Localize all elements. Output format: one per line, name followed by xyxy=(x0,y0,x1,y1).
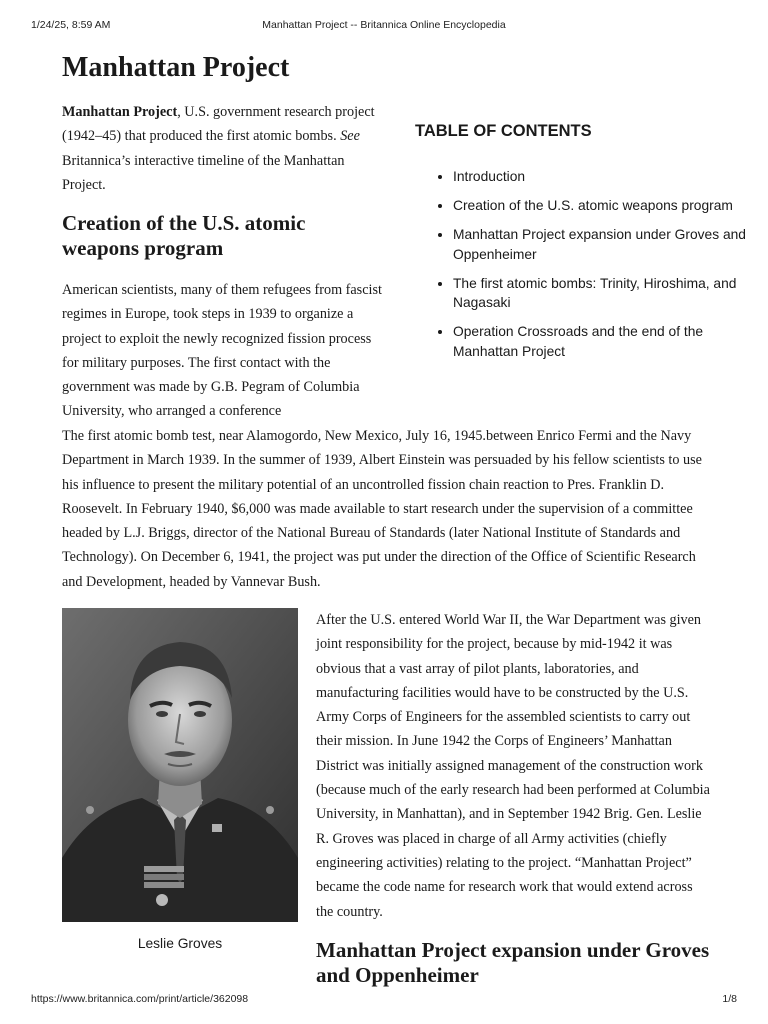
toc-item-expansion[interactable]: Manhattan Project expansion under Groves and Oppenheimer xyxy=(453,227,746,262)
print-url: https://www.britannica.com/print/article/362098 xyxy=(31,993,249,1005)
toc-item[interactable] xyxy=(453,225,753,264)
page-number: 1/8 xyxy=(722,993,737,1005)
creation-paragraph-1-continued xyxy=(62,424,712,594)
table-of-contents xyxy=(415,167,753,371)
paragraph-continuation: between Enrico Fermi and the Navy Department in March 1939. In the summer of 1939, Albert Einstein was persuaded by his fellow scientists to use his influence to present the military potential of an uncontrolled fission chain reaction to Pres. Franklin D. Roosevelt. In February 1940, $6,000 was made available to start research under the supervision of a committee headed by L.J. Briggs, director of the National Bureau of Standards (later National Institute of Standards and Technology). On December 6, 1941, the project was put under the direction of the Office of Scientific Research and Development, headed by Vannevar Bush. xyxy=(62,428,702,590)
print-page-title: Manhattan Project -- Britannica Online Encyclopedia xyxy=(262,19,506,31)
toc-item[interactable] xyxy=(453,196,753,216)
creation-paragraph-2: After the U.S. entered World War II, the War Department was given joint responsibility for the project, because by mid-1942 it was obvious that a vast array of pilot plants, laboratories, and manufacturing facilities would have to be constructed by the U.S. Army Corps of Engineers for the assembled scientists to carry out their mission. In June 1942 the Corps of Engineers’ Manhattan District was initially assigned management of the construction work (because much of the early research had been performed at Columbia University, in Manhattan), and in September 1942 Brig. Gen. Leslie R. Groves was placed in charge of all Army activities (chiefly engineering activities) relating to the project. “Manhattan Project” became the code name for research work that would extend across the country. xyxy=(316,612,710,920)
article-title: Manhattan Project xyxy=(62,52,290,83)
portrait-illustration xyxy=(62,608,298,922)
toc-item-creation[interactable]: Creation of the U.S. atomic weapons program xyxy=(453,198,733,213)
intro-text-2: Britannica’s interactive timeline of the Manhattan Project. xyxy=(62,152,345,193)
toc-item[interactable] xyxy=(453,322,753,361)
intro-text-1: , U.S. government research project (1942–45) that produced the first atomic bombs. xyxy=(62,104,375,145)
intro-see-link: See xyxy=(340,128,360,145)
toc-item[interactable] xyxy=(453,274,753,313)
creation-paragraph-1: American scientists, many of them refugees from fascist regimes in Europe, took steps in 1939 to organize a project to exploit the newly recognized fission process for military purposes. The first contact with the government was made by G.B. Pegram of Columbia University, who arranged a conference xyxy=(62,282,382,420)
toc-item-first-bombs[interactable]: The first atomic bombs: Trinity, Hiroshima, and Nagasaki xyxy=(453,275,737,310)
section-heading-expansion: Manhattan Project expansion under Groves and Oppenheimer xyxy=(316,938,710,987)
toc-item-crossroads[interactable]: Operation Crossroads and the end of the Manhattan Project xyxy=(453,324,704,359)
toc-item[interactable] xyxy=(453,167,753,187)
intro-bold-term: Manhattan Project xyxy=(62,104,178,120)
toc-title: TABLE OF CONTENTS xyxy=(415,122,592,140)
photo-caption: Leslie Groves xyxy=(137,936,223,951)
section-heading-creation: Creation of the U.S. atomic weapons program xyxy=(62,211,306,260)
intro-paragraph xyxy=(62,100,388,197)
inline-image-caption: The first atomic bomb test, near Alamogordo, New Mexico, July 16, 1945. xyxy=(62,428,486,444)
leslie-groves-photo xyxy=(62,608,298,922)
print-datetime: 1/24/25, 8:59 AM xyxy=(31,19,111,31)
toc-item-introduction[interactable]: Introduction xyxy=(453,169,526,184)
